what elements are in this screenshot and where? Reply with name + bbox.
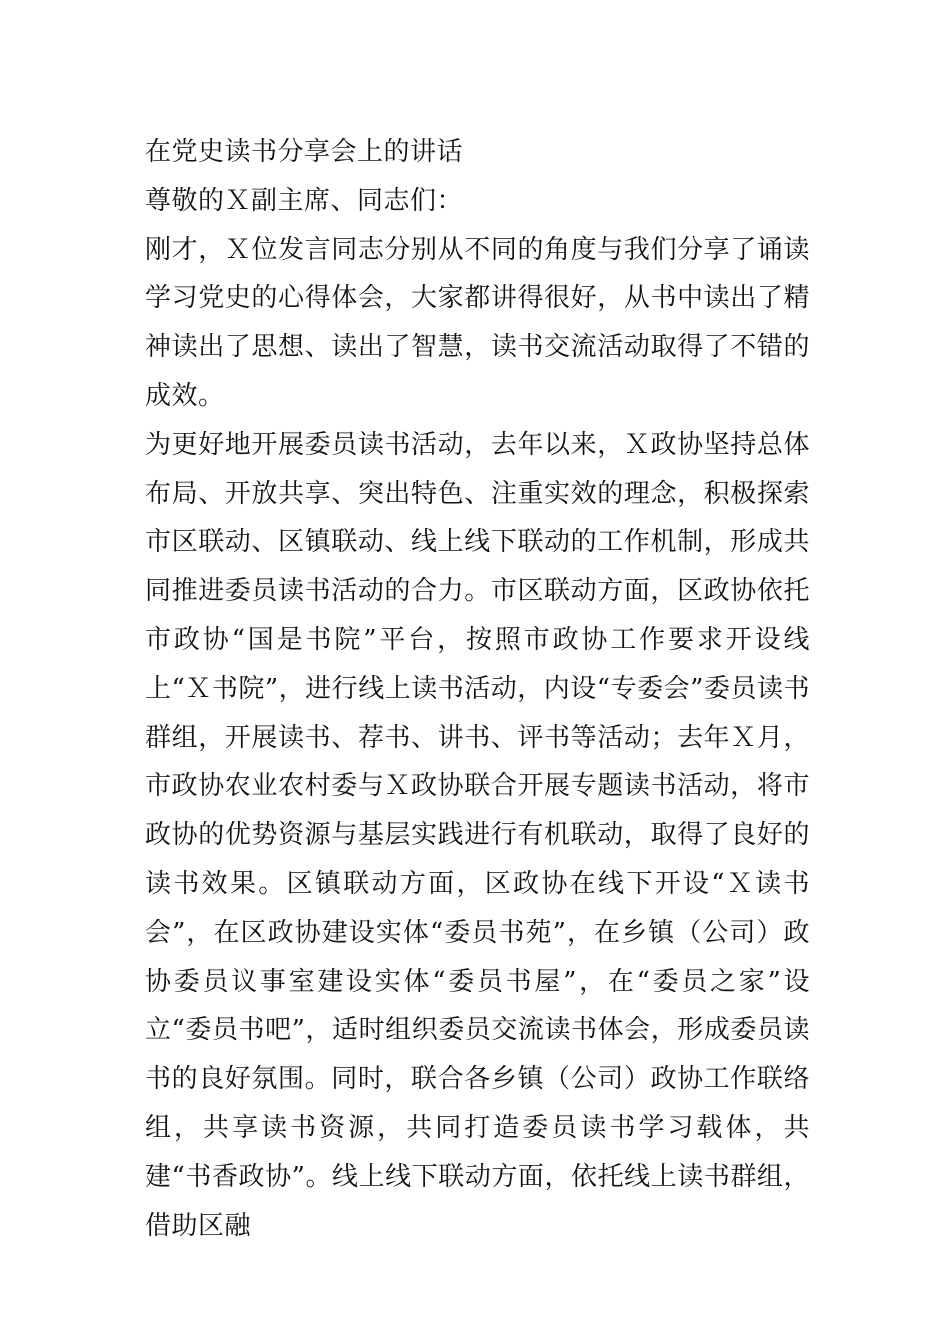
salutation: 尊敬的Ｘ副主席、同志们： (145, 185, 464, 216)
document-title: 在党史读书分享会上的讲话 (145, 137, 464, 167)
paragraph-2: 为更好地开展委员读书活动，去年以来，Ｘ政协坚持总体布局、开放共享、突出特色、注重实效的理念，积极探索市区联动、区镇联动、线上线下联动的工作机制，形成共同推进委员读书活动的合力。市区联动方面，区政协依托市政协“国是书院”平台，按照市政协工作要求开设线上“Ｘ书院”，进行线上读书活动，内设“专委会”委员读书群组，开展读书、荐书、讲书、评书等活动；去年Ｘ月，市政协农业农村委与Ｘ政协联合开展专题读书活动，将市政协的优势资源与基层实践进行有机联动，取得了良好的读书效果。区镇联动方面，区政协在线下开设“Ｘ读书会”，在区政协建设实体“委员书苑”，在乡镇（公司）政协委员议事室建设实体“委员书屋”，在“委员之家”设立“委员书吧”，适时组织委员交流读书体会，形成委员读书的良好氛围。同时，联合各乡镇（公司）政协工作联络组，共享读书资源，共同打造委员读书学习载体，共建“书香政协”。线上线下联动方面，依托线上读书群组，借助区融 (145, 429, 810, 1241)
paragraph-1: 刚才，Ｘ位发言同志分别从不同的角度与我们分享了诵读学习党史的心得体会，大家都讲得很好，从书中读出了精神读出了思想、读出了智慧，读书交流活动取得了不错的成效。 (145, 234, 810, 411)
document-body (145, 128, 810, 1250)
